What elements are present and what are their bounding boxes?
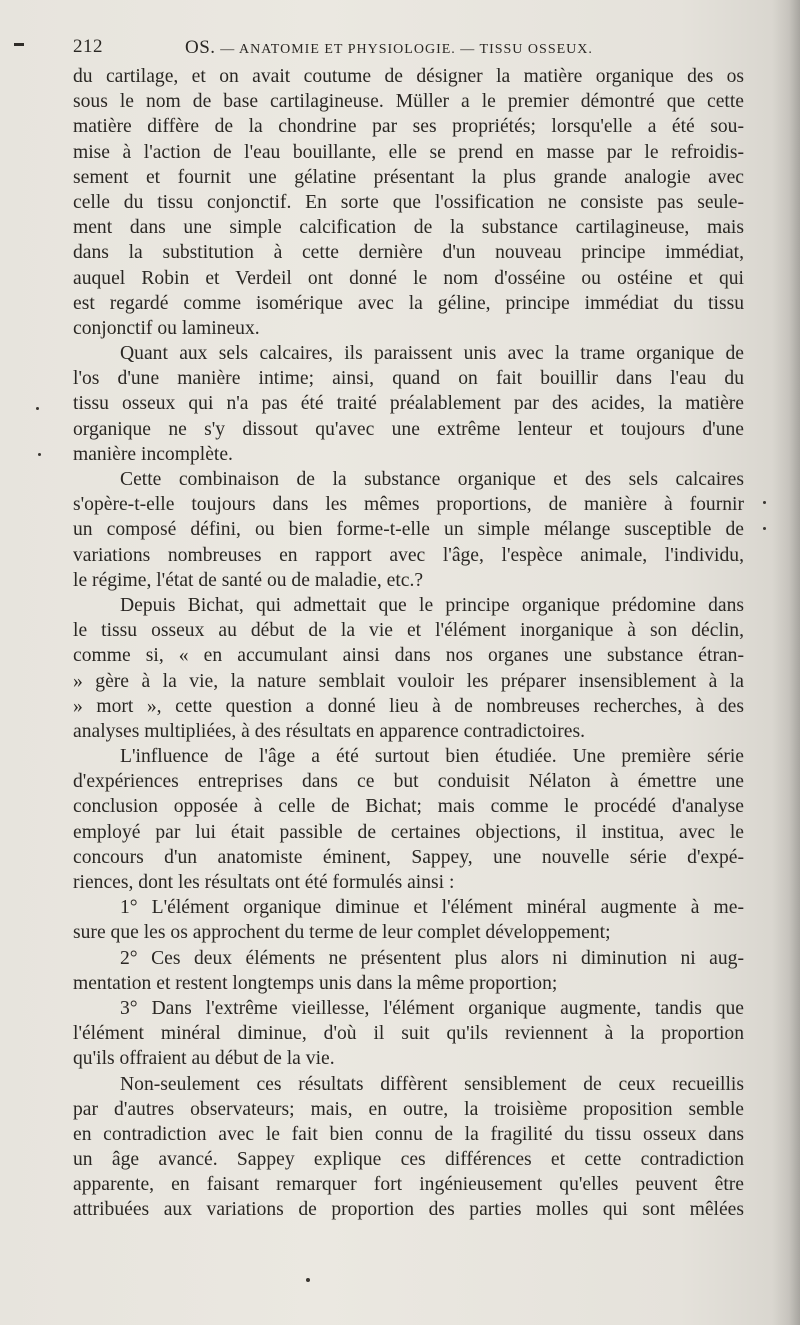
text-line: apparente, en faisant remarquer fort ingénieusement qu'elles peuvent être [73,1174,744,1196]
text-line: un composé défini, ou bien forme-t-elle un simple mélange susceptible de [73,519,744,541]
text-line: 3° Dans l'extrême vieillesse, l'élément organique augmente, tandis que [120,997,744,1019]
text-line: conjonctif ou lamineux. [73,317,260,339]
text-line: tissu osseux qui n'a pas été traité préalablement par des acides, la matière [73,393,744,415]
text-line: sous le nom de base cartilagineuse. Müller a le premier démontré que cette [73,91,744,113]
text-line: est regardé comme isomérique avec la géline, principe immédiat du tissu [73,292,744,314]
text-line: concours d'un anatomiste éminent, Sappey, une nouvelle série d'expé- [73,846,744,868]
text-line: » gère à la vie, la nature semblait vouloir les préparer insensiblement à la [73,670,744,692]
text-line: Non-seulement ces résultats diffèrent sensiblement de ceux recueillis [120,1073,744,1095]
margin-speck [36,407,39,410]
page-number: 212 [73,36,103,57]
text-line: organique ne s'y dissout qu'avec une extrême lenteur et toujours d'une [73,418,744,440]
text-line: mise à l'action de l'eau bouillante, elle se prend en masse par le refroidis- [73,141,744,163]
text-line: l'élément minéral diminue, d'où il suit qu'ils reviennent à la proportion [73,1023,744,1045]
text-line: s'opère-t-elle toujours dans les mêmes proportions, de manière à fournir [73,494,744,516]
text-line: auquel Robin et Verdeil ont donné le nom d'osséine ou ostéine et qui [73,267,744,289]
margin-speck [763,527,766,530]
text-line: dans la substitution à cette dernière d'un nouveau principe immédiat, [73,242,744,264]
running-title [185,37,593,59]
text-line: sure que les os approchent du terme de leur complet développement; [73,922,611,944]
text-line: par d'autres observateurs; mais, en outre, la troisième proposition semble [73,1098,744,1120]
margin-speck [38,453,41,456]
text-line: sement et fournit une gélatine présentant la plus grande analogie avec [73,166,744,188]
running-header [73,36,728,60]
footer-speck [306,1278,310,1282]
text-line: Depuis Bichat, qui admettait que le principe organique prédomine dans [120,594,744,616]
text-line: d'expériences entreprises dans ce but conduisit Nélaton à émettre une [73,771,744,793]
text-line: le tissu osseux au début de la vie et l'élément inorganique à son déclin, [73,620,744,642]
text-line: en contradiction avec le fait bien connu de la fragilité du tissu osseux dans [73,1123,744,1145]
margin-speck [763,501,766,504]
text-line: qu'ils offraient au début de la vie. [73,1048,335,1070]
text-line: 2° Ces deux éléments ne présentent plus alors ni diminution ni aug- [120,947,744,969]
text-line: conclusion opposée à celle de Bichat; mais comme le procédé d'analyse [73,796,744,818]
text-line: attribuées aux variations de proportion des parties molles qui sont mêlées [73,1199,744,1221]
text-line: ment dans une simple calcification de la substance cartilagineuse, mais [73,217,744,239]
text-line: manière incomplète. [73,443,233,465]
text-line: le régime, l'état de santé ou de maladie, etc.? [73,569,424,591]
text-line: du cartilage, et on avait coutume de désigner la matière organique des os [73,66,744,87]
text-line: celle du tissu conjonctif. En sorte que l'ossification ne consiste pas seule- [73,191,744,213]
text-line: Quant aux sels calcaires, ils paraissent unis avec la trame organique de [120,343,744,365]
margin-mark [14,43,24,46]
text-line: Cette combinaison de la substance organique et des sels calcaires [120,469,744,490]
text-line: employé par lui était passible de certaines objections, il institua, avec le [73,821,744,843]
running-title-os: OS. [185,37,216,58]
body-text [73,64,744,1223]
page-gutter-shadow [772,0,800,1325]
running-title-rest: — ANATOMIE ET PHYSIOLOGIE. — TISSU OSSEUX. [220,42,593,57]
text-line: l'os d'une manière intime; ainsi, quand on fait bouillir dans l'eau du [73,368,744,390]
text-line: analyses multipliées, à des résultats en apparence contradictoires. [73,720,585,742]
text-line: variations nombreuses en rapport avec l'âge, l'espèce animale, l'individu, [73,544,744,566]
text-line: 1° L'élément organique diminue et l'élément minéral augmente à me- [120,897,744,919]
text-line: comme si, « en accumulant ainsi dans nos organes une substance étran- [73,645,744,667]
text-line: mentation et restent longtemps unis dans la même proportion; [73,972,558,994]
text-line: un âge avancé. Sappey explique ces différences et cette contradiction [73,1149,744,1171]
text-line: riences, dont les résultats ont été formulés ainsi : [73,872,455,893]
text-line: L'influence de l'âge a été surtout bien étudiée. Une première série [120,746,744,768]
text-line: matière diffère de la chondrine par ses propriétés; lorsqu'elle a été sou- [73,116,744,138]
text-line: » mort », cette question a donné lieu à de nombreuses recherches, à des [73,695,744,717]
